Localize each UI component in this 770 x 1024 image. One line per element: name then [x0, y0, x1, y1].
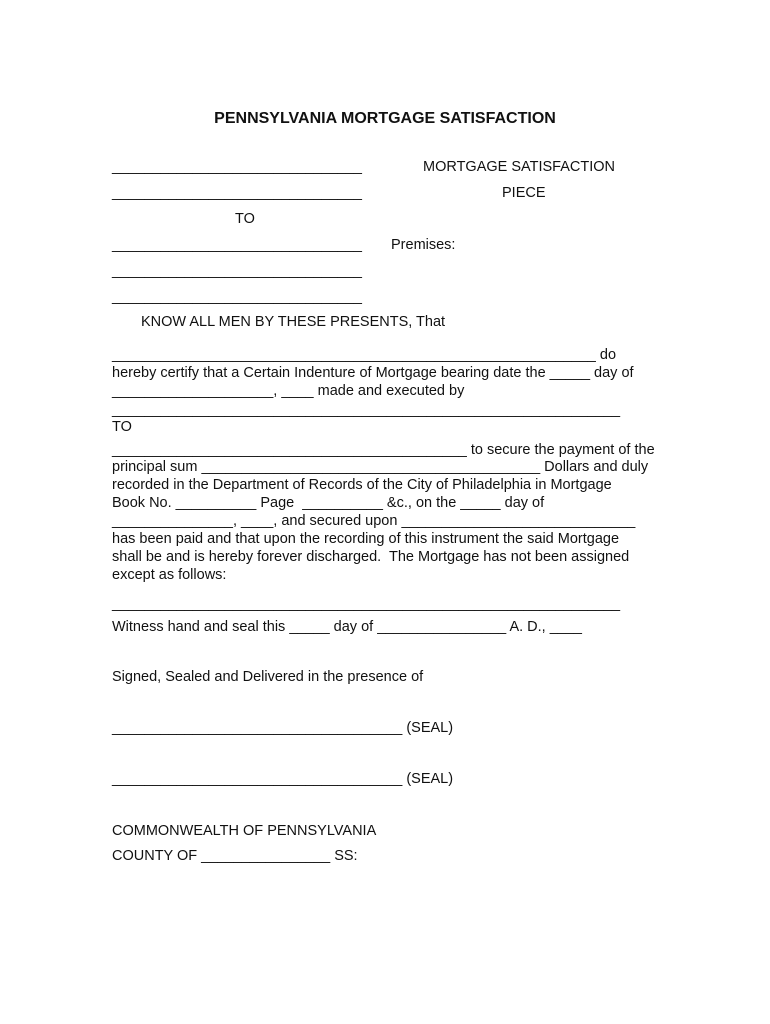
- document-title: PENNSYLVANIA MORTGAGE SATISFACTION: [214, 110, 556, 127]
- county-line: COUNTY OF ________________ SS:: [112, 848, 358, 864]
- commonwealth-heading: COMMONWEALTH OF PENNSYLVANIA: [112, 823, 377, 839]
- mortgage-satisfaction-heading: MORTGAGE SATISFACTION: [423, 159, 616, 175]
- body-line: _______________, ____, and secured upon _____________________________: [112, 513, 636, 529]
- witness-line: Witness hand and seal this _____ day of ________________ A. D., ____: [112, 619, 582, 635]
- body-line: except as follows:: [112, 567, 227, 583]
- body-line: ____________________________________________ to secure the payment of the: [112, 442, 655, 458]
- party-blank-line: _______________________________: [112, 159, 362, 175]
- party-blank-line: _______________________________: [112, 289, 362, 305]
- seal-signature-line: ____________________________________ (SEAL): [112, 771, 454, 787]
- body-line: ____________________________________________________________ do: [112, 347, 617, 363]
- piece-label: PIECE: [502, 185, 546, 201]
- body-line: TO: [112, 419, 132, 435]
- know-all-men-line: KNOW ALL MEN BY THESE PRESENTS, That: [141, 314, 446, 330]
- body-line: has been paid and that upon the recording of this instrument the said Mortgage: [112, 531, 620, 547]
- body-line: _______________________________________________________________: [112, 402, 621, 418]
- body-line: ____________________, ____ made and executed by: [112, 383, 465, 399]
- assignment-blank-line: _______________________________________________________________: [112, 596, 621, 612]
- body-line: shall be and is hereby forever discharged. The Mortgage has not been assigned: [112, 549, 630, 565]
- seal-signature-line: ____________________________________ (SEAL): [112, 720, 454, 736]
- party-blank-line: _______________________________: [112, 185, 362, 201]
- premises-label: Premises:: [391, 237, 456, 253]
- party-blank-line: _______________________________: [112, 263, 362, 279]
- body-line: hereby certify that a Certain Indenture of Mortgage bearing date the _____ day of: [112, 365, 634, 381]
- body-line: Book No. __________ Page __________ &c., on the _____ day of: [112, 495, 545, 511]
- signed-sealed-line: Signed, Sealed and Delivered in the presence of: [112, 669, 424, 685]
- to-label: TO: [235, 211, 255, 227]
- body-line: recorded in the Department of Records of the City of Philadelphia in Mortgage: [112, 477, 612, 493]
- party-blank-line: _______________________________: [112, 237, 362, 253]
- body-line: principal sum __________________________________________ Dollars and duly: [112, 459, 649, 475]
